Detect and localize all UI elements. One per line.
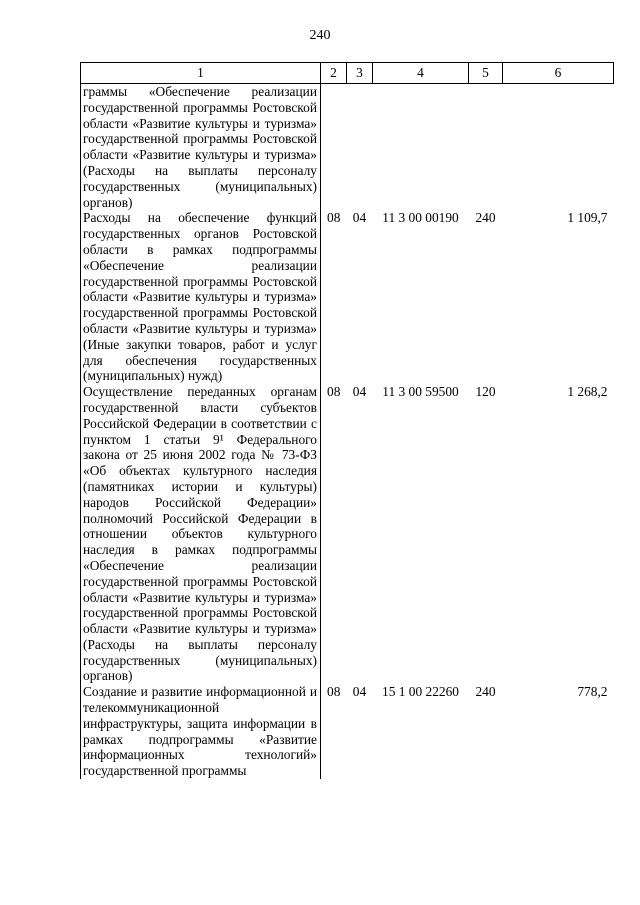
row-description: граммы «Обеспечение реализации государственной программы Ростовской области «Развитие культуры и туризма» государственной программы Ростовской области «Развитие культуры и туризма» (Расходы на выплаты персоналу государственных (муниципальных) органов) xyxy=(81,84,321,211)
header-col-6: 6 xyxy=(503,63,614,84)
row-section: 08 xyxy=(327,210,341,226)
row-description: Создание и развитие информационной и телекоммуникационной инфраструктуры, защита информации в рамках подпрограммы «Развитие информационных технологий» государственной программы xyxy=(81,684,321,779)
header-row xyxy=(81,63,614,84)
row-amount xyxy=(503,84,614,211)
row-amount: 1 109,7 xyxy=(567,210,608,226)
row-section: 08 xyxy=(327,684,341,700)
row-subsection: 04 xyxy=(352,684,367,700)
header-col-3: 3 xyxy=(347,63,373,84)
header-col-2: 2 xyxy=(321,63,347,84)
row-section xyxy=(321,84,347,211)
row-target-code: 11 3 00 00190 xyxy=(382,210,459,226)
row-expense-type: 240 xyxy=(475,684,496,700)
header-col-5: 5 xyxy=(469,63,503,84)
table-row xyxy=(81,84,614,211)
row-subsection: 04 xyxy=(352,210,367,226)
header-col-4: 4 xyxy=(373,63,469,84)
row-target-code: 15 1 00 22260 xyxy=(382,684,459,700)
page-number: 240 xyxy=(309,28,331,43)
row-expense-type xyxy=(469,84,503,211)
row-amount: 1 268,2 xyxy=(567,384,608,400)
row-target-code xyxy=(373,84,469,211)
row-subsection: 04 xyxy=(352,384,367,400)
row-target-code: 11 3 00 59500 xyxy=(382,384,459,400)
row-amount: 778,2 xyxy=(577,684,608,700)
row-expense-type: 240 xyxy=(475,210,496,226)
budget-table xyxy=(80,62,614,779)
row-description: Расходы на обеспечение функций государственных органов Ростовской области в рамках подпрограммы «Обеспечение реализации государственной программы Ростовской области «Развитие культуры и туризма» государственной программы Ростовской области «Развитие культуры и туризма» (Иные закупки товаров, работ и услуг для обеспечения государственных (муниципальных) нужд) xyxy=(81,210,321,384)
header-col-1: 1 xyxy=(81,63,321,84)
table-row xyxy=(81,210,614,384)
table-row xyxy=(81,384,614,684)
row-section: 08 xyxy=(327,384,341,400)
row-description: Осуществление переданных органам государственной власти субъектов Российской Федерации в соответствии с пунктом 1 статьи 9¹ Федерального закона от 25 июня 2002 года № 73-ФЗ «Об объектах культурного наследия (памятниках истории и культуры) народов Российской Федерации» полномочий Российской Федерации в отношении объектов культурного наследия в рамках подпрограммы «Обеспечение реализации государственной программы Ростовской области «Развитие культуры и туризма» государственной программы Ростовской области «Развитие культуры и туризма» (Расходы на выплаты персоналу государственных (муниципальных) органов) xyxy=(81,384,321,684)
row-expense-type: 120 xyxy=(475,384,496,400)
row-subsection xyxy=(347,84,373,211)
table-row xyxy=(81,684,614,779)
